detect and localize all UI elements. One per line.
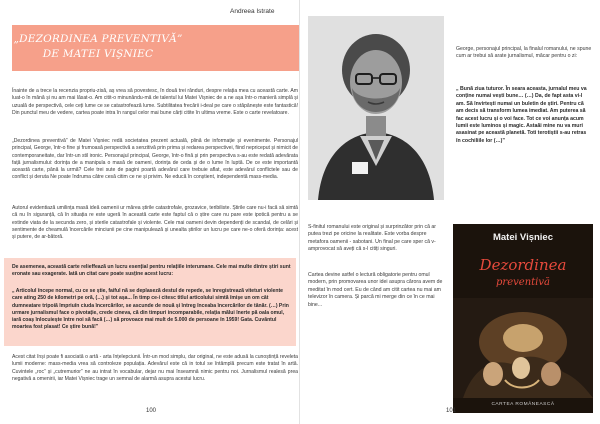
article-title-line1: „DEZORDINEA PREVENTIVĂ” (13, 33, 183, 45)
recommendation-paragraph: Cartea devine astfel o lectură obligatorie pentru omul modern, prin promovarea unor idei asupra cărora avem de meditat în mod cert. Eu de când am citit cartea nu mai am televizor în camera. Și parcă mi merge din ce în ce mai bine... (308, 272, 443, 308)
cover-publisher: CARTEA ROMÂNEASCĂ (491, 402, 555, 407)
author-portrait-photo (308, 16, 444, 200)
book-cover-image (453, 224, 593, 413)
cover-painting-illustration (453, 298, 593, 398)
article-title-banner (12, 25, 300, 71)
portrait-illustration (308, 16, 444, 200)
paragraph-conclusion: Acest citat înși poate fi asociată o artă - arta înțelepciunii. Într-un mod simplu, dar original, ne este adusă la cunoștință reveleta lumii moderne: mass-media vrea să controleze populația. Adevărul este că in totul se întâmplă precum este tratat în artă. Cuvintele „roc” și „cutremurior” ne au intrat în vocabular, dejar nu mai înseamnă nimic pentru noi. Jurnalismul realesă prea negativă a omenirii, iar Matei Vișniec trage un semnal de alarmă asupra acestui lucru. (12, 354, 298, 382)
page-number-left: 100 (146, 408, 157, 414)
ending-final-paragraph: S-finitul romanului este original și surprinzător prin că ar putea trezi pe oricine la realitate. Este vorba despre metafora oamenii - sabotani. Un final pe care sper că v-amprovocat să aveți că s-l citiți singuri. (308, 224, 437, 253)
cover-author-name: Matei Vișniec (492, 232, 554, 243)
cover-subtitle: preventivă (496, 277, 550, 288)
running-head-author: Andreea Istrate (230, 8, 275, 15)
ending-quote-text: „ Bună ziua tuturor. În seara aceasta, jurnalul meu va conține numai vești bune… (…) Da, de fapt asta vi-l am. Să învirtești numai un buletin de știri. Pentru că am decis să transform lumea imediat. Am puterea să fac acest lucru și o voi face. Tot ce voi anunța acum lumii este luminos și magic. Astaăi mine nu va muri asasinat pe această planetă. Toti terotiștii s-au retras în cochiliile lor (…)” (456, 86, 587, 144)
right-page (300, 0, 600, 424)
paragraph-intro: Înainte de a trece la recenzia propriu-zisă, aș vrea să povestesc, în două trei rânduri, despre relația mea cu această carte. Am luat-o în mână și nu am mai lăsat-o. Am citit-o minunându-mă de talentul lui Matei Vișniec de a ne așa într-o manieră simplă și uzuală de perspectivă, cele ceți lume ce se catastrofează lume. Subtilitatea frecării i-deal pe care o stăpânește este fantastică! Din punctul meu de vedere, cartea poate intra în rangul celor mai bune cărți citite în ultima vreme. Este o carte revelatoare. (12, 88, 298, 116)
quote-box-intro: De asemenea, această carte relieffează un lucru esențial pentru relațiile interumane. Cele mai multe dintre știri sunt eronate sau exagerate. Iată un citat care poate susține acest lucru: (12, 264, 291, 278)
highlight-quote-box (4, 258, 296, 346)
ending-intro-text: George, personajul principal, la finalul romanului, ne spune cum ar trebui să arate jurnalismul, măcar pentru o zi: (456, 46, 592, 60)
paragraph-analysis: Autorul evidentiază umilința masă ideă oamenii ur mărea știrile catastrofale, grozavice, teribiliste. Știrile care nu-i facă să simtă că nu în siguranță, că în situația re este ugeră în această carte este faptul că o știre care nu pare este ipotică pentru a se extinde viata de la secunda zero, și sterile catastrofale și violente. Cele mai oameni devin dependenți de scandal, de celări și sentimente de cheamulă încercările minciunii pe cine manipulează și unealta știrilor un lucru pe care ne-o oferă dorința: acest și putere, de ar-bătoră. (12, 205, 298, 241)
article-title-line2: DE MATEI VIŞNIEC (42, 48, 154, 60)
page-number-right: 101 (446, 408, 457, 414)
paragraph-summary: „Dezordinea preventivă” de Matei Vișniec redă societatea prezent actuală, plină de informație și evenimente. Personajul principal, George, într-o fine și frumoasă perspectivă a senzitivă prin prima și redarea perspectivei, fiind nepriceput și nimicit de contemporaneitate, dar într-un stil ironic. Personajul principal, George, într-o fină și prin perspectiva s-au este redată adevărata față jurnalismului: dorința de a manipula o masă de oameni, dorința de ceda și de o lume în luptă. De ce este importantă această carte, până la urmă? Cele trei sute de pagini poartă adevărul care trebuie aflat, este adevărul conflictele sau de conflict și deruta Ne poate îndruma către cesă citim ce ne și privim. Ne educă în conștient, independentă mass-media. (12, 138, 298, 181)
quote-box-citation: „ Articolul începe normal, cu ce se știe, faiful nă se deplaseză destul de repede, se înregistrează viteturi violente care ating 250 de kilometri pe oră, (…) și tot așa... În timp ce-i citesc titlul articolului simtă îmișe un om cât dumneatare tripoiă împriuîn ciuda încercărilor, se ascunde de nouă și întreg înceaba încercărilor de tânăr. (…) Prin urmare jurnalismul face o pivotație, crede cineva, că din timpuri incomparabile, relația mălui înerte pă oala omul, iară coaș înlocuiește între noi să facă (…) să provoace mai mult de 5.000 de persoane în 1959! Gata. Cuvântul moartea fost plasat! Ce știre bună!” (12, 288, 289, 331)
cover-title: Dezordinea (479, 256, 567, 274)
